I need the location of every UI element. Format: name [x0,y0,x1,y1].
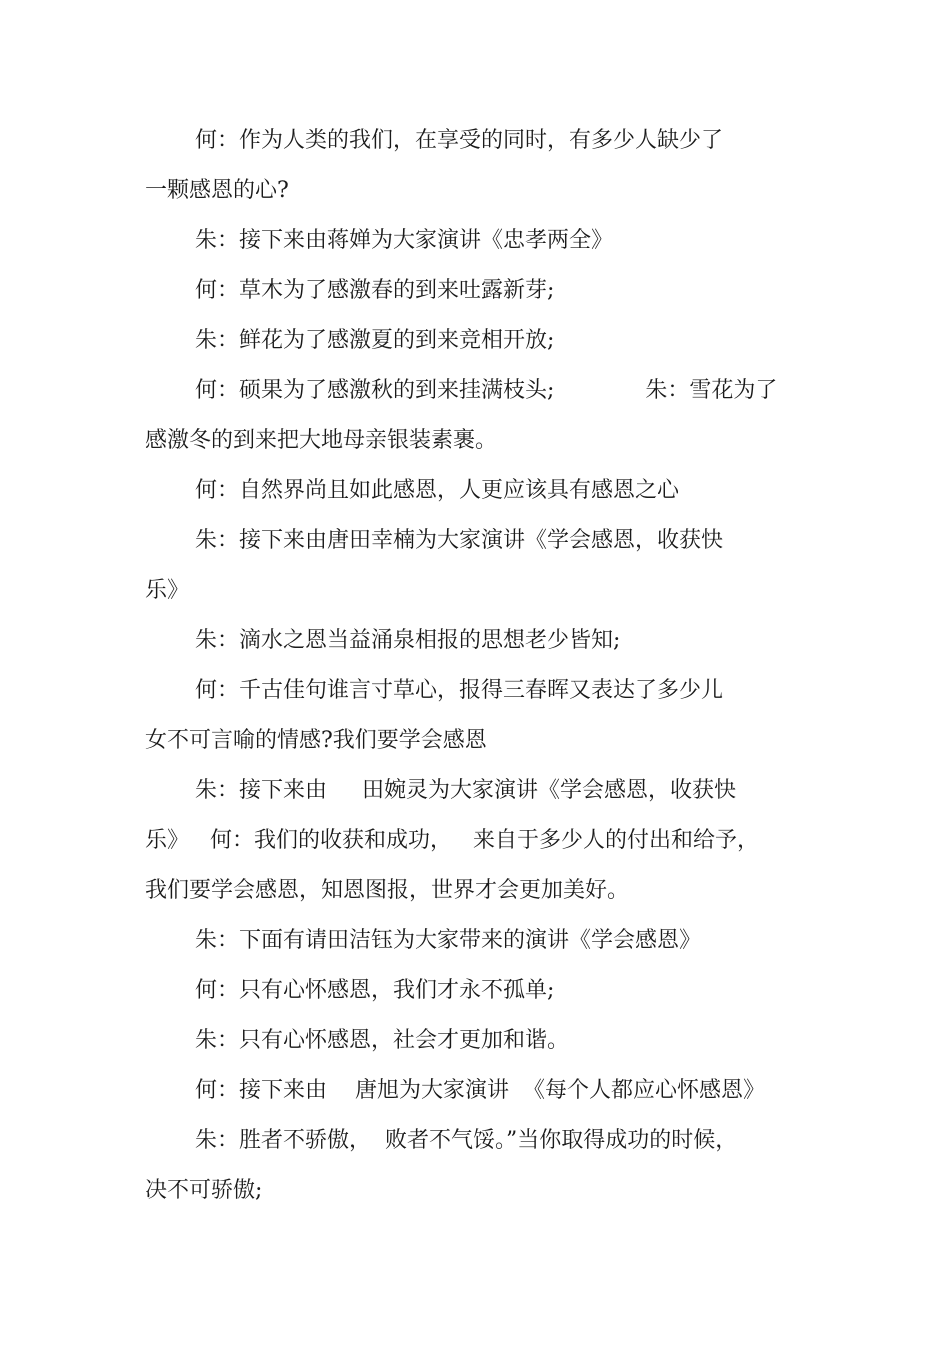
dialogue-continuation: 乐》 何：我们的收获和成功， 来自于多少人的付出和给予， [145,828,759,853]
dialogue-continuation: 决不可骄傲; [145,1178,263,1203]
dialogue-line-zhu: 朱：接下来由蒋婵为大家演讲《忠孝两全》 [195,228,614,253]
dialogue-line-zhu: 朱：滴水之恩当益涌泉相报的思想老少皆知; [195,628,621,653]
dialogue-line-he: 何：作为人类的我们，在享受的同时，有多少人缺少了 [195,128,724,153]
dialogue-line-zhu: 朱：接下来由 田婉灵为大家演讲《学会感恩，收获快 [195,778,736,803]
dialogue-line-he: 何：千古佳句谁言寸草心，报得三春晖又表达了多少儿 [195,678,724,703]
dialogue-line-zhu: 朱：下面有请田洁钰为大家带来的演讲《学会感恩》 [195,928,702,953]
dialogue-continuation: 乐》 [145,578,190,603]
dialogue-line-zhu: 朱：接下来由唐田幸楠为大家演讲《学会感恩，收获快 [195,528,724,553]
dialogue-line-he: 何：自然界尚且如此感恩，人更应该具有感恩之心 [195,478,680,503]
dialogue-line-he: 何：只有心怀感恩，我们才永不孤单; [195,978,555,1003]
dialogue-continuation: 我们要学会感恩，知恩图报，世界才会更加美好。 [145,878,630,903]
dialogue-line-zhu: 朱：胜者不骄傲， 败者不气馁。”当你取得成功的时候， [195,1128,738,1153]
dialogue-continuation: 感激冬的到来把大地母亲银装素裹。 [145,428,498,453]
dialogue-line-zhu: 朱：只有心怀感恩，社会才更加和谐。 [195,1028,570,1053]
dialogue-line-he: 何：硕果为了感激秋的到来挂满枝头; 朱：雪花为了 [195,378,778,403]
dialogue-line-he: 何：草木为了感激春的到来吐露新芽; [195,278,555,303]
dialogue-continuation: 一颗感恩的心? [145,178,289,203]
dialogue-line-he: 何：接下来由 唐旭为大家演讲 《每个人都应心怀感恩》 [195,1078,765,1103]
dialogue-continuation: 女不可言喻的情感?我们要学会感恩 [145,728,487,753]
dialogue-line-zhu: 朱：鲜花为了感激夏的到来竞相开放; [195,328,555,353]
